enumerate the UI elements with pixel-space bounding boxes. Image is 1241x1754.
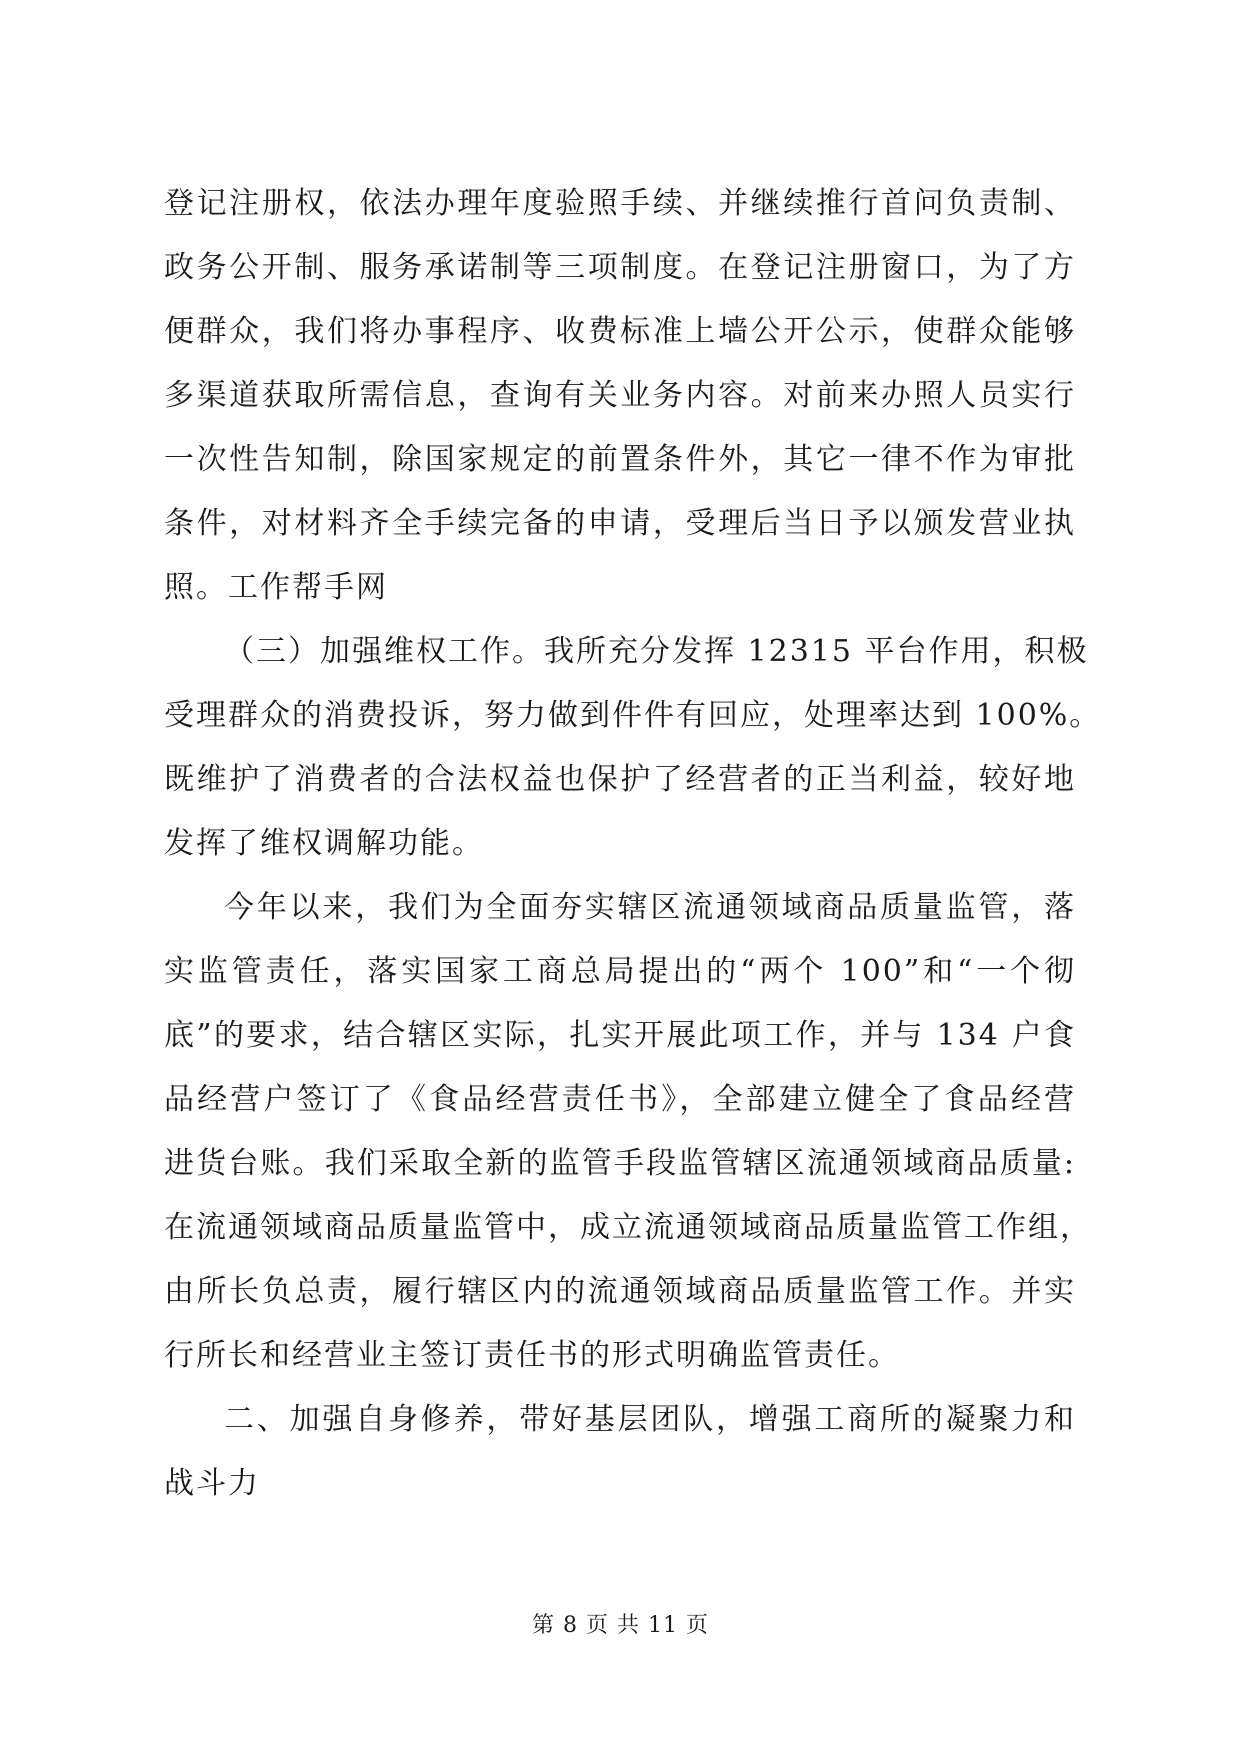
section-heading-line: 战斗力 — [164, 1466, 260, 1501]
text-line: 由所长负总责，履行辖区内的流通领域商品质量监管工作。并实 — [164, 1274, 1076, 1309]
text-line: 品经营户签订了《食品经营责任书》，全部建立健全了食品经营 — [164, 1082, 1076, 1117]
text-line: 多渠道获取所需信息，查询有关业务内容。对前来办照人员实行 — [164, 378, 1076, 413]
text-line: 发挥了维权调解功能。 — [164, 826, 484, 861]
text-line: 进货台账。我们采取全新的监管手段监管辖区流通领域商品质量: — [164, 1146, 1076, 1181]
text-line: 底”的要求，结合辖区实际，扎实开展此项工作，并与 134 户食 — [164, 1018, 1076, 1053]
section-heading-line: 二、加强自身修养，带好基层团队，增强工商所的凝聚力和 — [224, 1402, 1076, 1437]
text-line: 既维护了消费者的合法权益也保护了经营者的正当利益，较好地 — [164, 762, 1076, 797]
paragraph-start-line: 今年以来，我们为全面夯实辖区流通领域商品质量监管，落 — [224, 890, 1076, 925]
text-line: 便群众，我们将办事程序、收费标准上墙公开公示，使群众能够 — [164, 314, 1076, 349]
text-line: 实监管责任，落实国家工商总局提出的“两个 100”和“一个彻 — [164, 954, 1076, 989]
paragraph-start-line: （三）加强维权工作。我所充分发挥 12315 平台作用，积极 — [224, 634, 1089, 669]
page-number-footer: 第 8 页 共 11 页 — [532, 1613, 709, 1638]
text-line: 照。工作帮手网 — [164, 570, 388, 605]
body-text — [164, 172, 1102, 1516]
text-line: 在流通领域商品质量监管中，成立流通领域商品质量监管工作组， — [164, 1210, 1092, 1245]
text-line: 政务公开制、服务承诺制等三项制度。在登记注册窗口，为了方 — [164, 250, 1076, 285]
text-line: 登记注册权，依法办理年度验照手续、并继续推行首问负责制、 — [164, 186, 1076, 221]
text-line: 行所长和经营业主签订责任书的形式明确监管责任。 — [164, 1338, 900, 1373]
text-line: 条件，对材料齐全手续完备的申请，受理后当日予以颁发营业执 — [164, 506, 1076, 541]
text-line: 受理群众的消费投诉，努力做到件件有回应，处理率达到 100%。 — [164, 698, 1102, 733]
text-line: 一次性告知制，除国家规定的前置条件外，其它一律不作为审批 — [164, 442, 1076, 477]
